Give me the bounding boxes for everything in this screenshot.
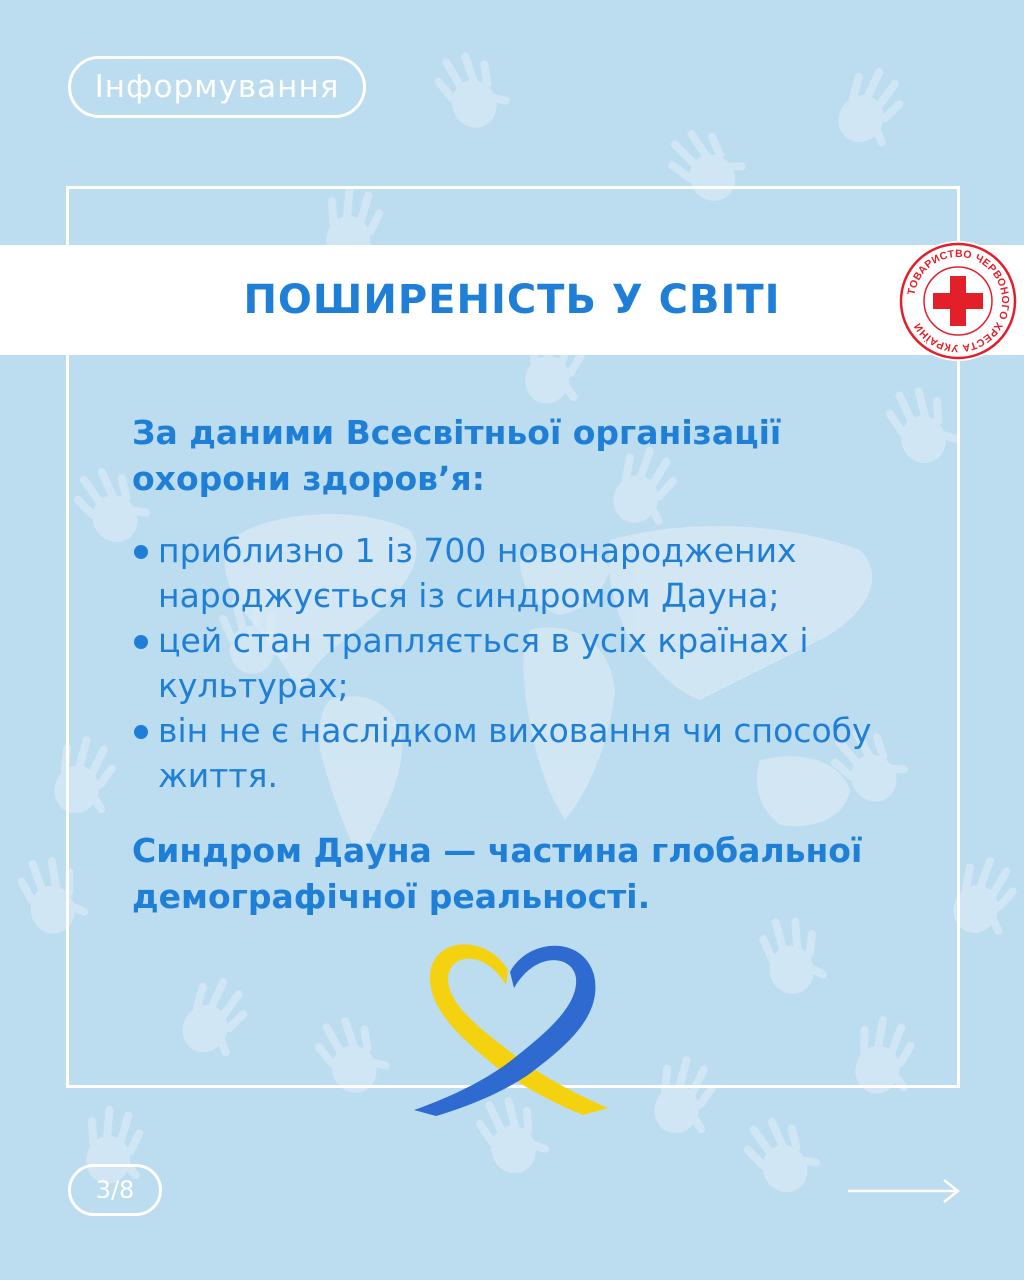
- list-item: [132, 528, 932, 618]
- heart-ribbon-icon: [408, 930, 618, 1140]
- category-tag: Інформування: [68, 56, 366, 118]
- page-title: ПОШИРЕНІСТЬ У СВІТІ: [243, 277, 781, 323]
- conclusion-text: Синдром Дауна — частина глобальної демографічної реальності.: [132, 831, 863, 916]
- bullet-icon: [134, 725, 148, 739]
- intro-text: За даними Всесвітньої організації охорони здоров’я:: [132, 413, 782, 498]
- fact-text: цей стан трапляється в усіх країнах і культурах;: [158, 621, 809, 705]
- page-indicator: 3/8: [68, 1164, 162, 1216]
- list-item: [132, 708, 932, 798]
- facts-list: [132, 528, 932, 798]
- main-content: [132, 410, 932, 920]
- logo-text: ТОВАРИСТВО ЧЕРВОНОГО ХРЕСТА УКРАЇНИ: [905, 247, 1012, 355]
- arrow-right-icon[interactable]: [846, 1176, 964, 1206]
- fact-text: приблизно 1 із 700 новонароджених народжується із синдромом Дауна;: [158, 531, 797, 615]
- bullet-icon: [134, 635, 148, 649]
- red-cross-logo-icon: [895, 238, 1021, 364]
- fact-text: він не є наслідком виховання чи способу життя.: [158, 711, 872, 795]
- bullet-icon: [134, 545, 148, 559]
- list-item: [132, 618, 932, 708]
